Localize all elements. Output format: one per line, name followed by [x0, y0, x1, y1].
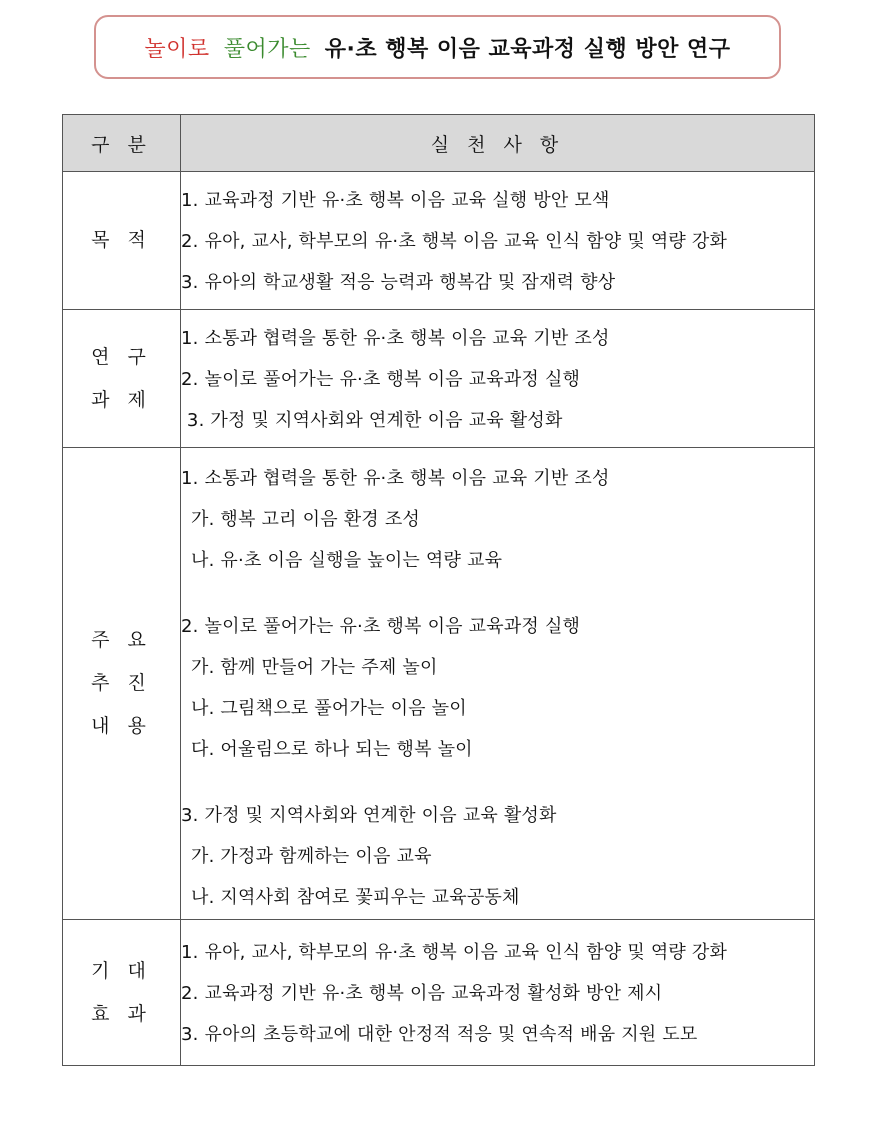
row-label-text: 내 용 — [91, 715, 152, 737]
list-item: 3. 유아의 학교생활 적응 능력과 행복감 및 잠재력 향상 — [181, 272, 616, 293]
list-item: 3. 유아의 초등학교에 대한 안정적 적응 및 연속적 배움 지원 도모 — [181, 1024, 698, 1045]
row-content — [181, 448, 815, 920]
sub-item: 다. 어울림으로 하나 되는 행복 놀이 — [191, 739, 473, 760]
row-content — [181, 310, 815, 448]
plan-table — [62, 114, 815, 1066]
row-label-text: 기 대 — [91, 959, 152, 982]
list-item: 1. 유아, 교사, 학부모의 유·초 행복 이음 교육 인식 함양 및 역량 강화 — [181, 942, 728, 963]
sub-item: 나. 지역사회 참여로 꽃피우는 교육공동체 — [191, 887, 520, 908]
title-part-green: 풀어가는 — [223, 36, 311, 62]
sub-item: 나. 유·초 이음 실행을 높이는 역량 교육 — [191, 550, 503, 571]
header-practice: 실 천 사 항 — [181, 115, 815, 172]
section-gap — [181, 581, 814, 606]
table-row-purpose — [63, 172, 815, 310]
list-item: 2. 놀이로 풀어가는 유·초 행복 이음 교육과정 실행 — [181, 616, 581, 637]
row-label-text: 효 과 — [91, 1002, 152, 1025]
list-item: 1. 소통과 협력을 통한 유·초 행복 이음 교육 기반 조성 — [181, 468, 610, 489]
sub-item: 나. 그림책으로 풀어가는 이음 놀이 — [191, 698, 467, 719]
list-item: 1. 교육과정 기반 유·초 행복 이음 교육 실행 방안 모색 — [181, 190, 610, 211]
header-category: 구 분 — [63, 115, 181, 172]
list-item: 2. 유아, 교사, 학부모의 유·초 행복 이음 교육 인식 함양 및 역량 강화 — [181, 231, 728, 252]
row-label-text: 주 요 — [91, 629, 152, 651]
sub-item: 가. 행복 고리 이음 환경 조성 — [191, 509, 420, 530]
row-label — [63, 448, 181, 920]
list-item: 1. 소통과 협력을 통한 유·초 행복 이음 교육 기반 조성 — [181, 328, 610, 349]
table-row-expected-effects — [63, 920, 815, 1066]
row-label-text: 과 제 — [91, 388, 152, 411]
title-part-main: 유·초 행복 이음 교육과정 실행 방안 연구 — [324, 36, 731, 62]
row-label — [63, 310, 181, 448]
table-row-main-contents — [63, 448, 815, 920]
list-item: 3. 가정 및 지역사회와 연계한 이음 교육 활성화 — [181, 410, 563, 431]
row-label-text: 추 진 — [91, 672, 152, 694]
row-content — [181, 172, 815, 310]
table-header-row — [63, 115, 815, 172]
list-item: 2. 놀이로 풀어가는 유·초 행복 이음 교육과정 실행 — [181, 369, 581, 390]
document-title — [94, 15, 781, 79]
title-part-red: 놀이로 — [144, 36, 210, 62]
row-content — [181, 920, 815, 1066]
list-item: 2. 교육과정 기반 유·초 행복 이음 교육과정 활성화 방안 제시 — [181, 983, 663, 1004]
sub-item: 가. 가정과 함께하는 이음 교육 — [191, 846, 432, 867]
sub-item: 가. 함께 만들어 가는 주제 놀이 — [191, 657, 438, 678]
row-label-text: 연 구 — [91, 345, 152, 368]
section-gap — [181, 770, 814, 795]
row-label — [63, 172, 181, 310]
table-row-research-tasks — [63, 310, 815, 448]
row-label — [63, 920, 181, 1066]
row-label-text: 목 적 — [91, 229, 152, 251]
list-item: 3. 가정 및 지역사회와 연계한 이음 교육 활성화 — [181, 805, 557, 826]
